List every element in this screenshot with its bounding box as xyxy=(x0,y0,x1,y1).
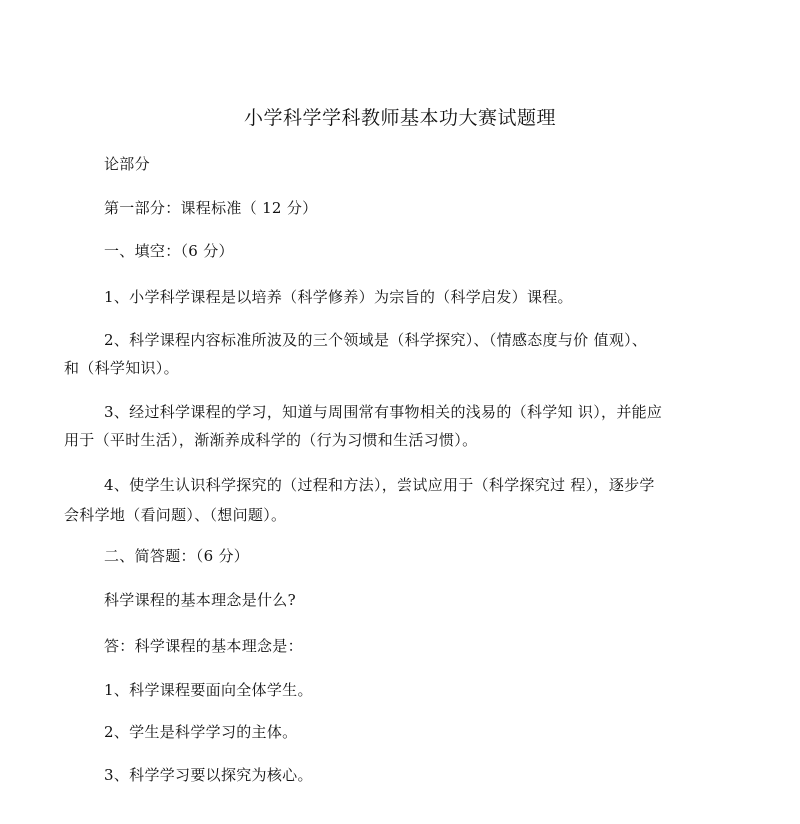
document-title: 小学科学学科教师基本功大赛试题理 xyxy=(243,107,556,129)
text-line: 1、小学科学课程是以培养（科学修养）为宗旨的（科学启发）课程。 xyxy=(104,288,573,306)
text-line: 和（科学知识）。 xyxy=(64,359,179,377)
section-heading: 第一部分：课程标准（ 12 分） xyxy=(104,199,318,217)
text-line: 2、科学课程内容标准所波及的三个领域是（科学探究）、（情感态度与价 值观）、 xyxy=(104,331,648,349)
list-item: 2、学生是科学学习的主体。 xyxy=(104,723,298,741)
subsection-heading: 二、简答题：（6 分） xyxy=(104,547,250,565)
text-line: 4、使学生认识科学探究的（过程和方法），尝试应用于（科学探究过 程），逐步学 xyxy=(104,476,655,494)
text-line: 用于（平时生活），渐渐养成科学的（行为习惯和生活习惯）。 xyxy=(64,431,478,449)
text-line: 论部分 xyxy=(104,155,150,173)
text-line: 会科学地（看问题）、（想问题）。 xyxy=(64,506,287,524)
subsection-heading: 一、填空：（6 分） xyxy=(104,242,234,260)
list-item: 1、科学课程要面向全体学生。 xyxy=(104,681,313,699)
answer-text: 答：科学课程的基本理念是： xyxy=(104,637,303,655)
list-item: 3、科学学习要以探究为核心。 xyxy=(104,766,313,784)
text-line: 3、经过科学课程的学习，知道与周围常有事物相关的浅易的（科学知 识），并能应 xyxy=(104,403,663,421)
question-text: 科学课程的基本理念是什么? xyxy=(104,591,296,609)
